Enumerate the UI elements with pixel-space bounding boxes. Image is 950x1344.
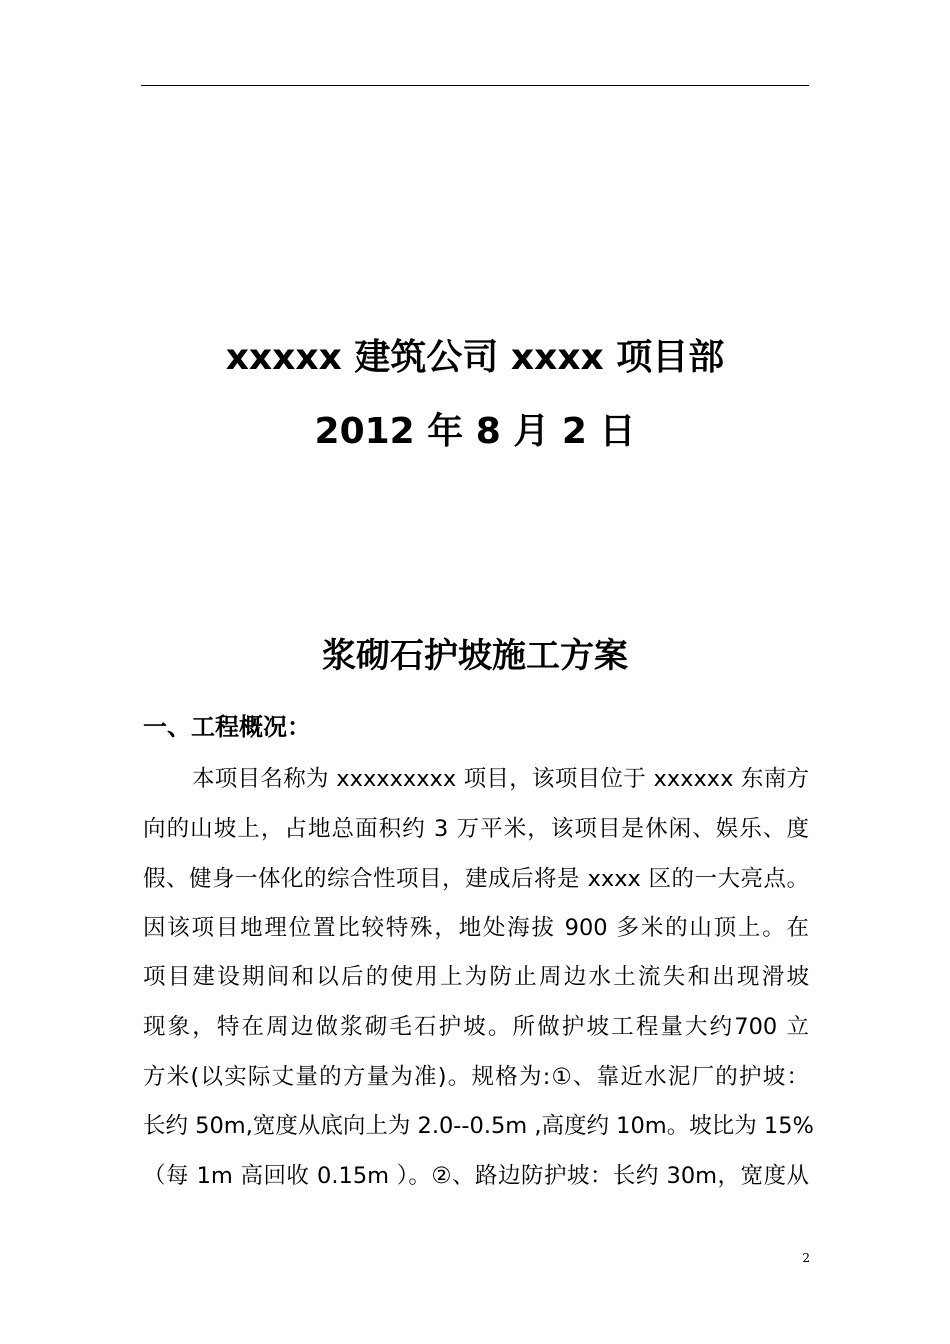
paragraph-line: 本项目名称为 xxxxxxxxx 项目，该项目位于 xxxxxx 东南方: [192, 766, 809, 792]
paragraph-line: 项目建设期间和以后的使用上为防止周边水土流失和出现滑坡: [143, 964, 809, 990]
paragraph-line: 向的山坡上，占地总面积约 3 万平米，该项目是休闲、娱乐、度: [143, 816, 809, 842]
paragraph-line: 现象，特在周边做浆砌毛石护坡。所做护坡工程量大约700 立: [143, 1014, 809, 1040]
paragraph-line: 方米(以实际丈量的方量为准)。规格为:①、靠近水泥厂的护坡：: [143, 1064, 809, 1090]
company-project-line: xxxxx 建筑公司 xxxx 项目部: [225, 337, 725, 378]
section-heading: 一、工程概况：: [143, 713, 311, 741]
paragraph-line: 长约 50m,宽度从底向上为 2.0--0.5m ,高度约 10m。坡比为 15%: [143, 1113, 814, 1139]
header-rule: [141, 85, 809, 86]
paragraph-line: （每 1m 高回收 0.15m ）。②、路边防护坡：长约 30m，宽度从: [143, 1163, 809, 1189]
paragraph-line: 因该项目地理位置比较特殊，地处海拔 900 多米的山顶上。在: [143, 915, 809, 941]
paragraph-line: 假、健身一体化的综合性项目，建成后将是 xxxx 区的一大亮点。: [143, 866, 809, 892]
document-title: 浆砌石护坡施工方案: [322, 636, 628, 676]
date-line: 2012 年 8 月 2 日: [314, 411, 636, 452]
page-number: 2: [802, 1251, 810, 1265]
